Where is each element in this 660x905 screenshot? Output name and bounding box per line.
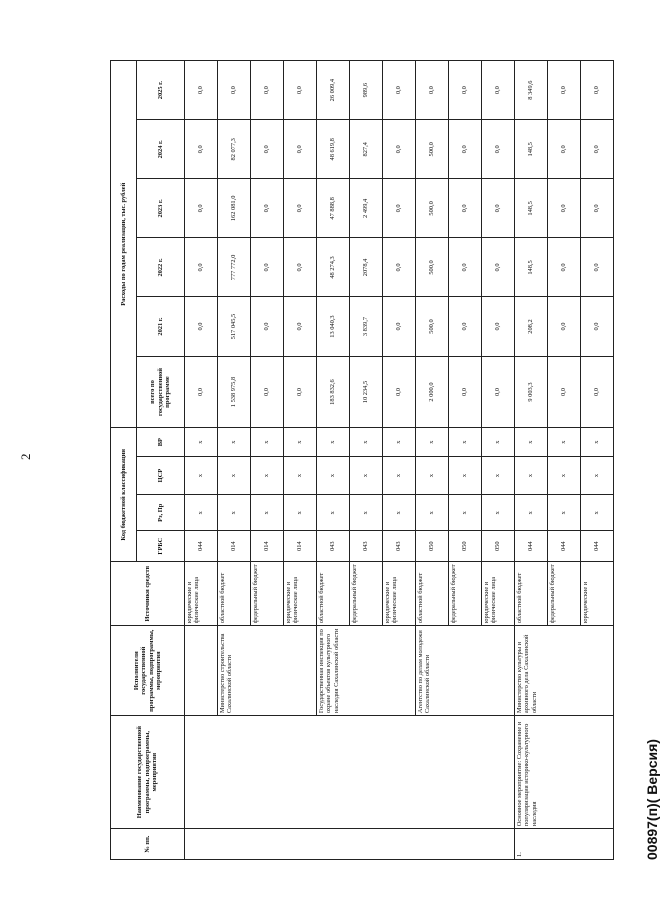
cell-year-value: 0,0 — [185, 61, 218, 120]
cell-total: 0,0 — [383, 356, 416, 428]
cell-year-value: 0,0 — [482, 238, 515, 297]
header-num: № пп. — [111, 829, 185, 860]
cell-year-value: 148,5 — [515, 179, 548, 238]
table-row — [515, 61, 548, 860]
header-year: 2022 г. — [137, 238, 185, 297]
cell-year-value: 13 040,3 — [317, 297, 350, 356]
cell-vr: x — [581, 428, 614, 456]
cell-year-value: 0,0 — [449, 61, 482, 120]
cell-year-value: 2 499,4 — [350, 179, 383, 238]
cell-year-value: 0,0 — [449, 238, 482, 297]
cell-year-value: 0,0 — [383, 179, 416, 238]
cell-executor: Министерство строительства Сахалинской области — [218, 626, 317, 716]
cell-grbs: 050 — [482, 531, 515, 562]
cell-csr: x — [383, 456, 416, 495]
cell-csr: x — [581, 456, 614, 495]
cell-vr: x — [185, 428, 218, 456]
cell-rzpr: x — [482, 495, 515, 531]
cell-grbs: 044 — [515, 531, 548, 562]
cell-total: 10 234,5 — [350, 356, 383, 428]
cell-year-value: 827,4 — [350, 120, 383, 179]
cell-total: 0,0 — [251, 356, 284, 428]
cell-source: областной бюджет — [218, 562, 251, 626]
cell-vr: x — [482, 428, 515, 456]
cell-executor — [185, 626, 218, 716]
cell-year-value: 0,0 — [383, 238, 416, 297]
cell-vr: x — [350, 428, 383, 456]
cell-source: федеральный бюджет — [350, 562, 383, 626]
cell-rzpr: x — [548, 495, 581, 531]
cell-year-value: 0,0 — [284, 61, 317, 120]
cell-year-value: 0,0 — [581, 120, 614, 179]
cell-rzpr: x — [449, 495, 482, 531]
cell-year-value: 0,0 — [482, 120, 515, 179]
cell-year-value: 26 009,4 — [317, 61, 350, 120]
cell-total: 0,0 — [185, 356, 218, 428]
header-budget-code: Код бюджетной классификации — [111, 428, 137, 562]
cell-grbs: 043 — [317, 531, 350, 562]
header-name: Наименование государственной программы, подпрограммы, мероприятия — [111, 716, 185, 829]
header-rzpr: Рз, Пр — [137, 495, 185, 531]
cell-year-value: 0,0 — [185, 297, 218, 356]
cell-year-value: 0,0 — [449, 297, 482, 356]
cell-rzpr: x — [317, 495, 350, 531]
cell-total: 183 832,6 — [317, 356, 350, 428]
cell-vr: x — [284, 428, 317, 456]
cell-vr: x — [515, 428, 548, 456]
cell-year-value: 0,0 — [581, 238, 614, 297]
version-stamp: 00897(п)( Версия) — [644, 739, 660, 860]
cell-source: юридические и физические лица — [185, 562, 218, 626]
cell-year-value: 48 619,8 — [317, 120, 350, 179]
cell-year-value: 148,5 — [515, 120, 548, 179]
cell-vr: x — [317, 428, 350, 456]
cell-rzpr: x — [218, 495, 251, 531]
cell-vr: x — [449, 428, 482, 456]
cell-csr: x — [449, 456, 482, 495]
cell-year-value: 0,0 — [383, 61, 416, 120]
cell-source: федеральный бюджет — [449, 562, 482, 626]
cell-year-value: 0,0 — [251, 61, 284, 120]
cell-rzpr: x — [284, 495, 317, 531]
cell-total: 0,0 — [482, 356, 515, 428]
cell-year-value: 162 081,0 — [218, 179, 251, 238]
cell-source: федеральный бюджет — [251, 562, 284, 626]
cell-vr: x — [218, 428, 251, 456]
cell-rzpr: x — [515, 495, 548, 531]
cell-year-value: 0,0 — [251, 179, 284, 238]
cell-year-value: 3 839,7 — [350, 297, 383, 356]
cell-year-value: 0,0 — [449, 120, 482, 179]
cell-year-value: 0,0 — [284, 120, 317, 179]
cell-year-value: 0,0 — [185, 179, 218, 238]
cell-rzpr: x — [251, 495, 284, 531]
cell-year-value: 0,0 — [284, 297, 317, 356]
cell-rzpr: x — [383, 495, 416, 531]
cell-csr: x — [251, 456, 284, 495]
cell-year-value: 2078,4 — [350, 238, 383, 297]
cell-vr: x — [416, 428, 449, 456]
cell-year-value: 208,2 — [515, 297, 548, 356]
cell-year-value: 0,0 — [185, 120, 218, 179]
cell-year-value: 989,6 — [350, 61, 383, 120]
cell-year-value: 0,0 — [581, 61, 614, 120]
cell-csr: x — [548, 456, 581, 495]
cell-year-value: 148,5 — [515, 238, 548, 297]
cell-source: юридические и физические лица — [383, 562, 416, 626]
cell-grbs: 050 — [416, 531, 449, 562]
page-number: 2 — [18, 453, 33, 460]
cell-year-value: 0,0 — [218, 61, 251, 120]
cell-grbs: 014 — [218, 531, 251, 562]
cell-year-value: 500,0 — [416, 238, 449, 297]
cell-year-value: 0,0 — [383, 120, 416, 179]
cell-grbs: 043 — [383, 531, 416, 562]
cell-csr: x — [185, 456, 218, 495]
cell-source: областной бюджет — [515, 562, 548, 626]
cell-year-value: 0,0 — [449, 179, 482, 238]
cell-total: 0,0 — [548, 356, 581, 428]
cell-year-value: 48 274,3 — [317, 238, 350, 297]
cell-name-blank — [185, 716, 515, 829]
cell-total: 9 003,3 — [515, 356, 548, 428]
cell-vr: x — [548, 428, 581, 456]
cell-csr: x — [218, 456, 251, 495]
cell-year-value: 0,0 — [251, 238, 284, 297]
cell-year-value: 0,0 — [581, 179, 614, 238]
header-year: 2023 г. — [137, 179, 185, 238]
cell-year-value: 0,0 — [284, 238, 317, 297]
cell-csr: x — [482, 456, 515, 495]
cell-year-value: 82 077,3 — [218, 120, 251, 179]
cell-year-value: 0,0 — [251, 297, 284, 356]
cell-year-value: 517 045,5 — [218, 297, 251, 356]
cell-num-blank — [185, 829, 515, 860]
cell-executor: Министерство культуры и архивного дела Сахалинской области — [515, 626, 614, 716]
cell-csr: x — [317, 456, 350, 495]
cell-total: 0,0 — [581, 356, 614, 428]
cell-year-value: 0,0 — [284, 179, 317, 238]
cell-grbs: 044 — [581, 531, 614, 562]
rotated-page — [18, 60, 660, 860]
header-year: 2025 г. — [137, 61, 185, 120]
cell-year-value: 0,0 — [251, 120, 284, 179]
cell-executor: Агентство по делам молодежи Сахалинской области — [416, 626, 515, 716]
cell-year-value: 47 888,8 — [317, 179, 350, 238]
cell-year-value: 0,0 — [416, 61, 449, 120]
header-csr: ЦСР — [137, 456, 185, 495]
header-grbs: ГРБС — [137, 531, 185, 562]
cell-year-value: 0,0 — [482, 297, 515, 356]
cell-total: 1 538 975,8 — [218, 356, 251, 428]
cell-year-value: 0,0 — [185, 238, 218, 297]
cell-csr: x — [515, 456, 548, 495]
table-row — [185, 61, 218, 860]
cell-source: областной бюджет — [317, 562, 350, 626]
header-year: 2021 г. — [137, 297, 185, 356]
cell-csr: x — [350, 456, 383, 495]
cell-year-value: 0,0 — [548, 179, 581, 238]
header-year: 2024 г. — [137, 120, 185, 179]
cell-vr: x — [251, 428, 284, 456]
cell-grbs: 050 — [449, 531, 482, 562]
cell-source: федеральный бюджет — [548, 562, 581, 626]
header-expenses: Расходы по годам реализации, тыс. рублей — [111, 61, 137, 428]
budget-table — [110, 60, 614, 860]
cell-year-value: 777 772,0 — [218, 238, 251, 297]
cell-grbs: 014 — [284, 531, 317, 562]
header-source: Источники средств — [111, 562, 185, 626]
cell-rzpr: x — [581, 495, 614, 531]
cell-event-num: 1. — [515, 829, 614, 860]
cell-grbs: 044 — [548, 531, 581, 562]
cell-year-value: 500,0 — [416, 120, 449, 179]
cell-csr: x — [416, 456, 449, 495]
cell-rzpr: x — [185, 495, 218, 531]
cell-csr: x — [284, 456, 317, 495]
cell-source: юридические и физические лица — [482, 562, 515, 626]
cell-total: 2 000,0 — [416, 356, 449, 428]
cell-rzpr: x — [416, 495, 449, 531]
cell-source: юридические и — [581, 562, 614, 626]
cell-grbs: 014 — [251, 531, 284, 562]
header-total: всего по государственной программе — [137, 356, 185, 428]
cell-year-value: 0,0 — [482, 179, 515, 238]
cell-year-value: 500,0 — [416, 297, 449, 356]
cell-year-value: 0,0 — [482, 61, 515, 120]
header-executor: Исполнители государственной программы, подпрограммы, мероприятия — [111, 626, 185, 716]
cell-event-name: Основное мероприятие: Сохранение и популяризация историко-культурного наследия — [515, 716, 614, 829]
cell-grbs: 043 — [350, 531, 383, 562]
cell-year-value: 500,0 — [416, 179, 449, 238]
cell-year-value: 0,0 — [548, 120, 581, 179]
header-vr: ВР — [137, 428, 185, 456]
cell-year-value: 0,0 — [581, 297, 614, 356]
cell-year-value: 8 349,6 — [515, 61, 548, 120]
cell-vr: x — [383, 428, 416, 456]
cell-year-value: 0,0 — [548, 61, 581, 120]
cell-total: 0,0 — [284, 356, 317, 428]
cell-grbs: 044 — [185, 531, 218, 562]
cell-executor: Государственная инспекция по охране объектов культурного наследия Сахалинской области — [317, 626, 416, 716]
cell-rzpr: x — [350, 495, 383, 531]
cell-total: 0,0 — [449, 356, 482, 428]
cell-source: областной бюджет — [416, 562, 449, 626]
cell-year-value: 0,0 — [383, 297, 416, 356]
cell-source: юридические и физические лица — [284, 562, 317, 626]
cell-year-value: 0,0 — [548, 297, 581, 356]
cell-year-value: 0,0 — [548, 238, 581, 297]
